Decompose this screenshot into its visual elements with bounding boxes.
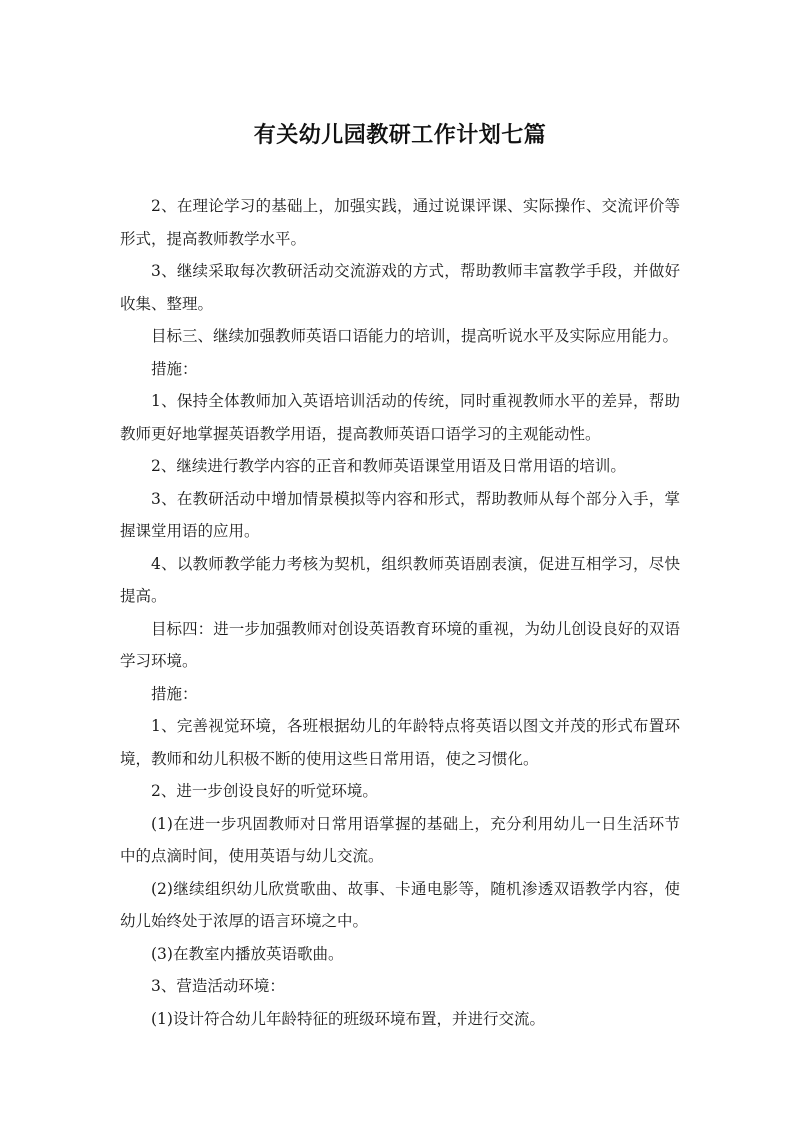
paragraph: 2、继续进行教学内容的正音和教师英语课堂用语及日常用语的培训。 <box>151 457 626 475</box>
paragraph: 措施： <box>151 359 198 378</box>
paragraph: 3、营造活动环境： <box>151 977 285 995</box>
paragraph: (2)继续组织幼儿欣赏歌曲、故事、卡通电影等，随机渗透双语教学内容，使幼儿始终处于浓厚的语言环境之中。 <box>120 879 680 930</box>
paragraph: 目标三、继续加强教师英语口语能力的培训，提高听说水平及实际应用能力。 <box>151 327 679 345</box>
paragraph: 3、继续采取每次教研活动交流游戏的方式，帮助教师丰富教学手段，并做好收集、整理。 <box>120 262 680 313</box>
paragraph: 1、完善视觉环境，各班根据幼儿的年龄特点将英语以图文并茂的形式布置环境，教师和幼儿积极不断的使用这些日常用语，使之习惯化。 <box>120 717 680 768</box>
paragraph: (1)设计符合幼儿年龄特征的班级环境布置，并进行交流。 <box>151 1009 545 1028</box>
paragraph: 2、在理论学习的基础上，加强实践，通过说课评课、实际操作、交流评价等形式，提高教师教学水平。 <box>120 197 680 248</box>
paragraph: 措施： <box>151 684 198 703</box>
paragraph: (3)在教室内播放英语歌曲。 <box>151 944 344 963</box>
paragraph: 3、在教研活动中增加情景模拟等内容和形式，帮助教师从每个部分入手，掌握课堂用语的应用。 <box>120 489 680 540</box>
paragraph: 1、保持全体教师加入英语培训活动的传统，同时重视教师水平的差异，帮助教师更好地掌握英语教学用语，提高教师英语口语学习的主观能动性。 <box>120 392 680 443</box>
document-title: 有关幼儿园教研工作计划七篇 <box>253 123 547 148</box>
paragraph: (1)在进一步巩固教师对日常用语掌握的基础上，充分利用幼儿一日生活环节中的点滴时间，使用英语与幼儿交流。 <box>120 814 680 865</box>
paragraph: 2、进一步创设良好的听觉环境。 <box>151 782 378 800</box>
paragraph: 4、以教师教学能力考核为契机，组织教师英语剧表演，促进互相学习，尽快提高。 <box>120 554 680 605</box>
document-body <box>120 190 680 1035</box>
paragraph: 目标四：进一步加强教师对创设英语教育环境的重视，为幼儿创设良好的双语学习环境。 <box>120 619 680 670</box>
